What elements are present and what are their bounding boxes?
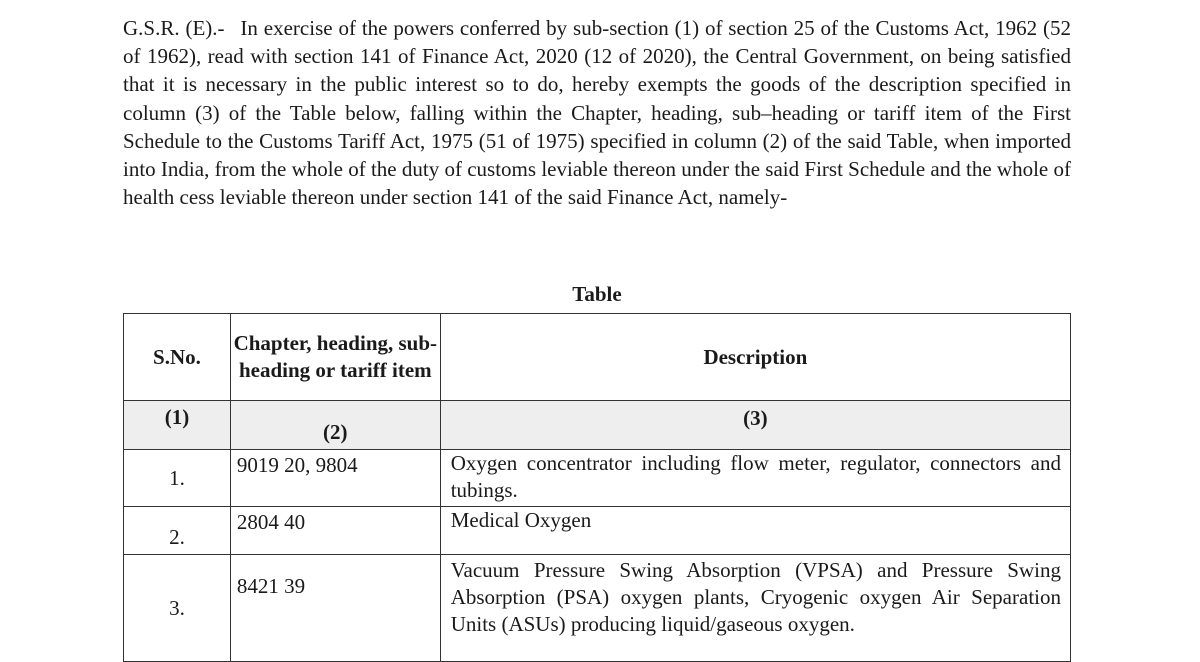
table-row	[124, 555, 1071, 662]
column-number-1: (1)	[124, 401, 231, 450]
row-tariff-code: 9019 20, 9804	[230, 450, 440, 507]
row-description: Medical Oxygen	[440, 507, 1070, 555]
column-number-row	[124, 401, 1071, 450]
row-sno: 2.	[124, 507, 231, 555]
column-number-3: (3)	[440, 401, 1070, 450]
notification-paragraph	[123, 14, 1071, 211]
gsr-reference: G.S.R. (E).-	[123, 16, 225, 40]
row-description: Vacuum Pressure Swing Absorption (VPSA) and Pressure Swing Absorption (PSA) oxygen plants, Cryogenic oxygen Air Separation Units (ASUs) producing liquid/gaseous oxygen.	[440, 555, 1070, 662]
table-title: Table	[572, 282, 622, 306]
header-description: Description	[440, 314, 1070, 401]
table-row	[124, 507, 1071, 555]
row-description: Oxygen concentrator including flow meter, regulator, connectors and tubings.	[440, 450, 1070, 507]
header-chapter: Chapter, heading, sub-heading or tariff item	[230, 314, 440, 401]
row-sno: 3.	[124, 555, 231, 662]
header-sno: S.No.	[124, 314, 231, 401]
column-number-2: (2)	[230, 401, 440, 450]
row-tariff-code: 8421 39	[230, 555, 440, 662]
table-row	[124, 450, 1071, 507]
row-sno: 1.	[124, 450, 231, 507]
notification-text: In exercise of the powers conferred by sub-section (1) of section 25 of the Customs Act, 1962 (52 of 1962), read with section 141 of Finance Act, 2020 (12 of 2020), the Central Government, on being satisfied that it is necessary in the public interest so to do, hereby exempts the goods of the description specified in column (3) of the Table below, falling within the Chapter, heading, sub–heading or tariff item of the First Schedule to the Customs Tariff Act, 1975 (51 of 1975) specified in column (2) of the said Table, when imported into India, from the whole of the duty of customs leviable thereon under the said First Schedule and the whole of health cess leviable thereon under section 141 of the said Finance Act, namely-	[123, 16, 1071, 210]
row-tariff-code: 2804 40	[230, 507, 440, 555]
exemption-table	[123, 313, 1071, 662]
table-header-row	[124, 314, 1071, 401]
